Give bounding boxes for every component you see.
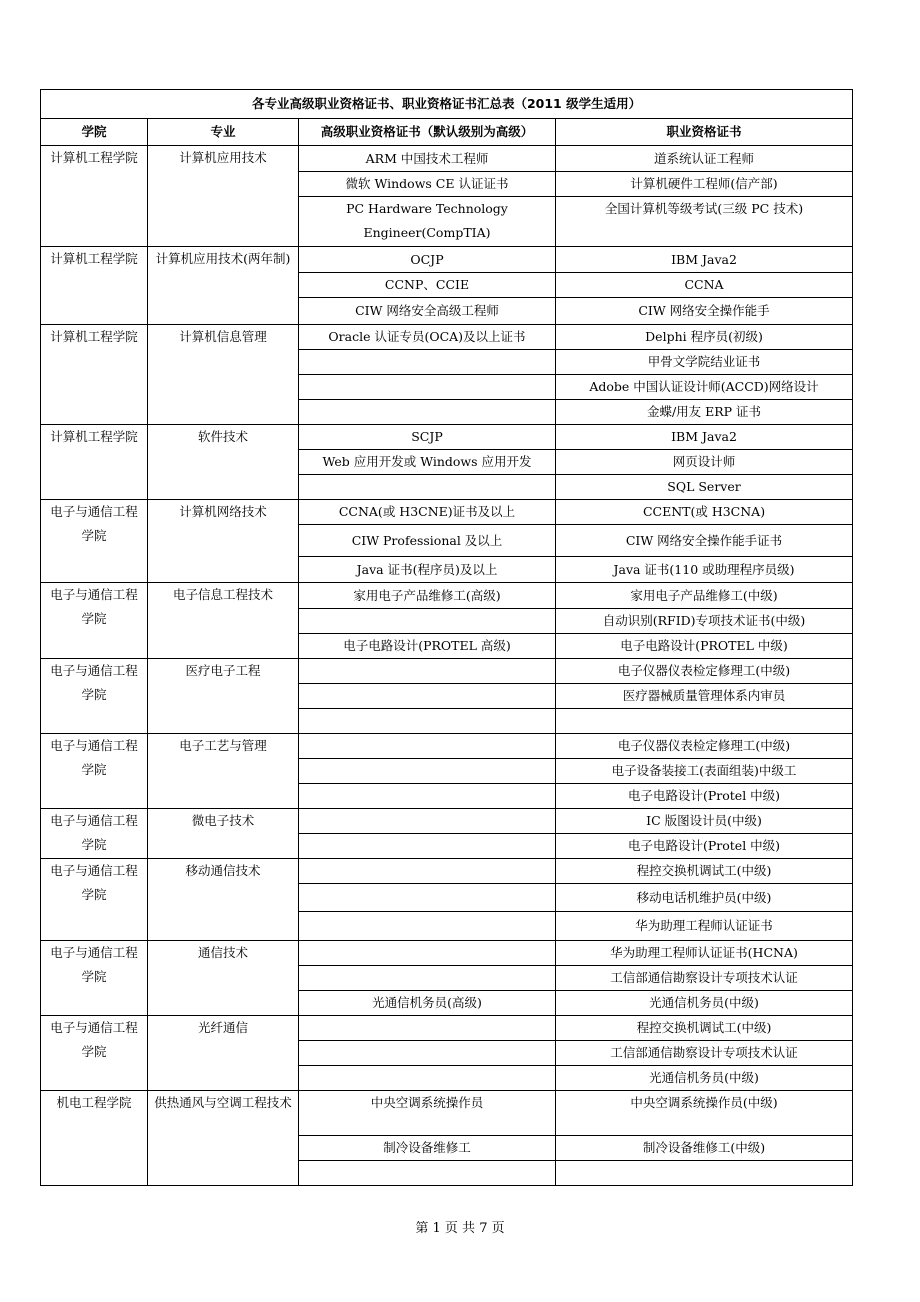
table-header-row [41, 119, 853, 146]
advanced-cert-cell [299, 1041, 556, 1066]
major-cell: 移动通信技术 [148, 859, 299, 941]
college-cell: 电子与通信工程学院 [41, 941, 148, 1016]
major-cell: 微电子技术 [148, 809, 299, 859]
major-cell: 电子信息工程技术 [148, 583, 299, 659]
advanced-cert-cell [299, 966, 556, 991]
cert-cell: CIW 网络安全操作能手证书 [556, 525, 853, 557]
page-footer: 第 1 页 共 7 页 [415, 1221, 505, 1236]
college-cell: 电子与通信工程学院 [41, 659, 148, 734]
cert-cell: IC 版图设计员(中级) [556, 809, 853, 834]
cert-cell: 全国计算机等级考试(三级 PC 技术) [556, 197, 853, 247]
major-cell: 计算机网络技术 [148, 500, 299, 583]
table-body [41, 146, 853, 1186]
college-cell: 电子与通信工程学院 [41, 809, 148, 859]
major-cell: 光纤通信 [148, 1016, 299, 1091]
table-row [41, 500, 853, 525]
major-cell: 计算机信息管理 [148, 325, 299, 425]
table-row [41, 734, 853, 759]
advanced-cert-cell: Web 应用开发或 Windows 应用开发 [299, 450, 556, 475]
cert-cell: 家用电子产品维修工(中级) [556, 583, 853, 609]
cert-cell: 电子仪器仪表检定修理工(中级) [556, 659, 853, 684]
certificate-summary-table [40, 89, 853, 1186]
advanced-cert-cell [299, 684, 556, 709]
college-cell: 计算机工程学院 [41, 146, 148, 247]
page-title: 各专业高级职业资格证书、职业资格证书汇总表（2011 级学生适用） [41, 90, 853, 119]
column-header-major: 专业 [148, 119, 299, 146]
table-row [41, 583, 853, 609]
advanced-cert-cell: Java 证书(程序员)及以上 [299, 557, 556, 583]
advanced-cert-cell [299, 834, 556, 859]
major-cell: 计算机应用技术 [148, 146, 299, 247]
cert-cell: CCENT(或 H3CNA) [556, 500, 853, 525]
advanced-cert-cell: 家用电子产品维修工(高级) [299, 583, 556, 609]
cert-cell: 移动电话机维护员(中级) [556, 884, 853, 912]
major-cell: 计算机应用技术(两年制) [148, 247, 299, 325]
advanced-cert-cell [299, 375, 556, 400]
cert-cell: 医疗器械质量管理体系内审员 [556, 684, 853, 709]
cert-cell: CIW 网络安全操作能手 [556, 298, 853, 325]
cert-cell: Java 证书(110 或助理程序员级) [556, 557, 853, 583]
cert-cell: SQL Server [556, 475, 853, 500]
advanced-cert-cell: 微软 Windows CE 认证证书 [299, 172, 556, 197]
advanced-cert-cell [299, 912, 556, 941]
advanced-cert-cell [299, 475, 556, 500]
advanced-cert-cell [299, 400, 556, 425]
advanced-cert-cell [299, 1066, 556, 1091]
cert-cell: 制冷设备维修工(中级) [556, 1136, 853, 1161]
advanced-cert-cell [299, 734, 556, 759]
column-header-advanced-cert: 高级职业资格证书（默认级别为高级） [299, 119, 556, 146]
major-cell: 医疗电子工程 [148, 659, 299, 734]
cert-cell [556, 1161, 853, 1186]
table-row [41, 659, 853, 684]
advanced-cert-cell: 制冷设备维修工 [299, 1136, 556, 1161]
advanced-cert-cell [299, 609, 556, 634]
advanced-cert-cell [299, 350, 556, 375]
advanced-cert-cell: CIW 网络安全高级工程师 [299, 298, 556, 325]
cert-cell: 光通信机务员(中级) [556, 991, 853, 1016]
cert-cell: 网页设计师 [556, 450, 853, 475]
major-cell: 通信技术 [148, 941, 299, 1016]
advanced-cert-cell [299, 941, 556, 966]
advanced-cert-cell [299, 884, 556, 912]
college-cell: 计算机工程学院 [41, 325, 148, 425]
table-row [41, 1091, 853, 1136]
advanced-cert-cell: Oracle 认证专员(OCA)及以上证书 [299, 325, 556, 350]
cert-cell: IBM Java2 [556, 425, 853, 450]
cert-cell: 计算机硬件工程师(信产部) [556, 172, 853, 197]
cert-cell: 华为助理工程师认证证书(HCNA) [556, 941, 853, 966]
college-cell: 电子与通信工程学院 [41, 1016, 148, 1091]
college-cell: 计算机工程学院 [41, 425, 148, 500]
cert-cell: 程控交换机调试工(中级) [556, 859, 853, 884]
cert-cell: 光通信机务员(中级) [556, 1066, 853, 1091]
cert-cell: 电子电路设计(PROTEL 中级) [556, 634, 853, 659]
cert-cell: Delphi 程序员(初级) [556, 325, 853, 350]
table-row [41, 1016, 853, 1041]
advanced-cert-cell: 中央空调系统操作员 [299, 1091, 556, 1136]
advanced-cert-cell: ARM 中国技术工程师 [299, 146, 556, 172]
cert-cell: 电子仪器仪表检定修理工(中级) [556, 734, 853, 759]
advanced-cert-cell: OCJP [299, 247, 556, 273]
advanced-cert-cell [299, 709, 556, 734]
advanced-cert-cell: CCNA(或 H3CNE)证书及以上 [299, 500, 556, 525]
cert-cell: IBM Java2 [556, 247, 853, 273]
cert-cell [556, 709, 853, 734]
cert-cell: 工信部通信勘察设计专项技术认证 [556, 1041, 853, 1066]
cert-cell: 电子电路设计(Protel 中级) [556, 784, 853, 809]
advanced-cert-cell [299, 759, 556, 784]
table-row [41, 247, 853, 273]
advanced-cert-cell [299, 859, 556, 884]
column-header-cert: 职业资格证书 [556, 119, 853, 146]
advanced-cert-cell: CIW Professional 及以上 [299, 525, 556, 557]
college-cell: 电子与通信工程学院 [41, 859, 148, 941]
advanced-cert-cell [299, 1016, 556, 1041]
table-row [41, 941, 853, 966]
cert-cell: 金蝶/用友 ERP 证书 [556, 400, 853, 425]
cert-cell: 道系统认证工程师 [556, 146, 853, 172]
college-cell: 计算机工程学院 [41, 247, 148, 325]
advanced-cert-cell: 光通信机务员(高级) [299, 991, 556, 1016]
cert-cell: Adobe 中国认证设计师(ACCD)网络设计 [556, 375, 853, 400]
table-row [41, 425, 853, 450]
advanced-cert-cell: PC Hardware Technology Engineer(CompTIA) [299, 197, 556, 247]
major-cell: 电子工艺与管理 [148, 734, 299, 809]
table-row [41, 859, 853, 884]
advanced-cert-cell [299, 659, 556, 684]
college-cell: 电子与通信工程学院 [41, 500, 148, 583]
advanced-cert-cell: CCNP、CCIE [299, 273, 556, 298]
column-header-college: 学院 [41, 119, 148, 146]
cert-cell: 华为助理工程师认证证书 [556, 912, 853, 941]
table-row [41, 809, 853, 834]
cert-cell: 电子电路设计(Protel 中级) [556, 834, 853, 859]
cert-cell: 自动识别(RFID)专项技术证书(中级) [556, 609, 853, 634]
college-cell: 电子与通信工程学院 [41, 734, 148, 809]
advanced-cert-cell [299, 784, 556, 809]
advanced-cert-cell [299, 809, 556, 834]
cert-cell: 甲骨文学院结业证书 [556, 350, 853, 375]
advanced-cert-cell [299, 1161, 556, 1186]
college-cell: 机电工程学院 [41, 1091, 148, 1186]
advanced-cert-cell: SCJP [299, 425, 556, 450]
table-row [41, 325, 853, 350]
major-cell: 软件技术 [148, 425, 299, 500]
cert-cell: 电子设备装接工(表面组装)中级工 [556, 759, 853, 784]
cert-cell: 中央空调系统操作员(中级) [556, 1091, 853, 1136]
advanced-cert-cell: 电子电路设计(PROTEL 高级) [299, 634, 556, 659]
college-cell: 电子与通信工程学院 [41, 583, 148, 659]
table-row [41, 146, 853, 172]
cert-cell: 程控交换机调试工(中级) [556, 1016, 853, 1041]
major-cell: 供热通风与空调工程技术 [148, 1091, 299, 1186]
cert-cell: 工信部通信勘察设计专项技术认证 [556, 966, 853, 991]
cert-cell: CCNA [556, 273, 853, 298]
